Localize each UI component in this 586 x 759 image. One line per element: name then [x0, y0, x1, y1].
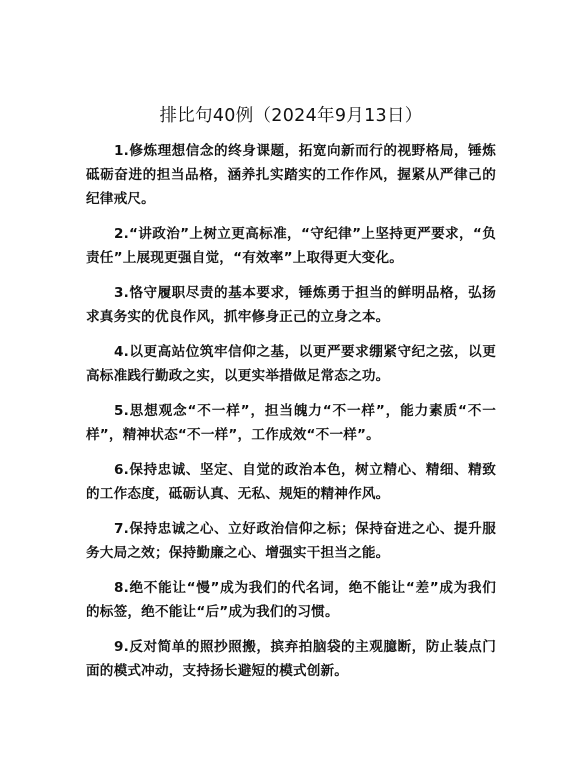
list-item: 2.“讲政治”上树立更高标准，“守纪律”上坚持更严要求，“负责任”上展现更强自觉，“有效率”上取得更大变化。: [86, 226, 496, 266]
list-item: 4.以更高站位筑牢信仰之基，以更严要求绷紧守纪之弦，以更高标准践行勤政之实，以更实举措做足常态之功。: [86, 344, 496, 384]
list-item: 9.反对简单的照抄照搬，摈弃拍脑袋的主观臆断，防止装点门面的模式冲动，支持扬长避短的模式创新。: [86, 639, 496, 679]
list-item: 5.思想观念“不一样”，担当魄力“不一样”，能力素质“不一样”，精神状态“不一样”，工作成效“不一样”。: [86, 403, 496, 443]
list-item: 8.绝不能让“慢”成为我们的代名词，绝不能让“差”成为我们的标签，绝不能让“后”成为我们的习惯。: [86, 580, 496, 620]
list-item: 6.保持忠诚、坚定、自觉的政治本色，树立精心、精细、精致的工作态度，砥砺认真、无私、规矩的精神作风。: [86, 462, 496, 502]
document-title: 排比句40例（2024年9月13日）: [159, 106, 423, 126]
list-item: 3.恪守履职尽责的基本要求，锤炼勇于担当的鲜明品格，弘扬求真务实的优良作风，抓牢修身正己的立身之本。: [86, 285, 496, 325]
list-item: 1.修炼理想信念的终身课题，拓宽向新而行的视野格局，锤炼砥砺奋进的担当品格，涵养扎实踏实的工作作风，握紧从严律己的纪律戒尺。: [86, 143, 496, 207]
list-item: 7.保持忠诚之心、立好政治信仰之标；保持奋进之心、提升服务大局之效；保持勤廉之心、增强实干担当之能。: [86, 521, 496, 561]
item-list: [86, 139, 496, 683]
